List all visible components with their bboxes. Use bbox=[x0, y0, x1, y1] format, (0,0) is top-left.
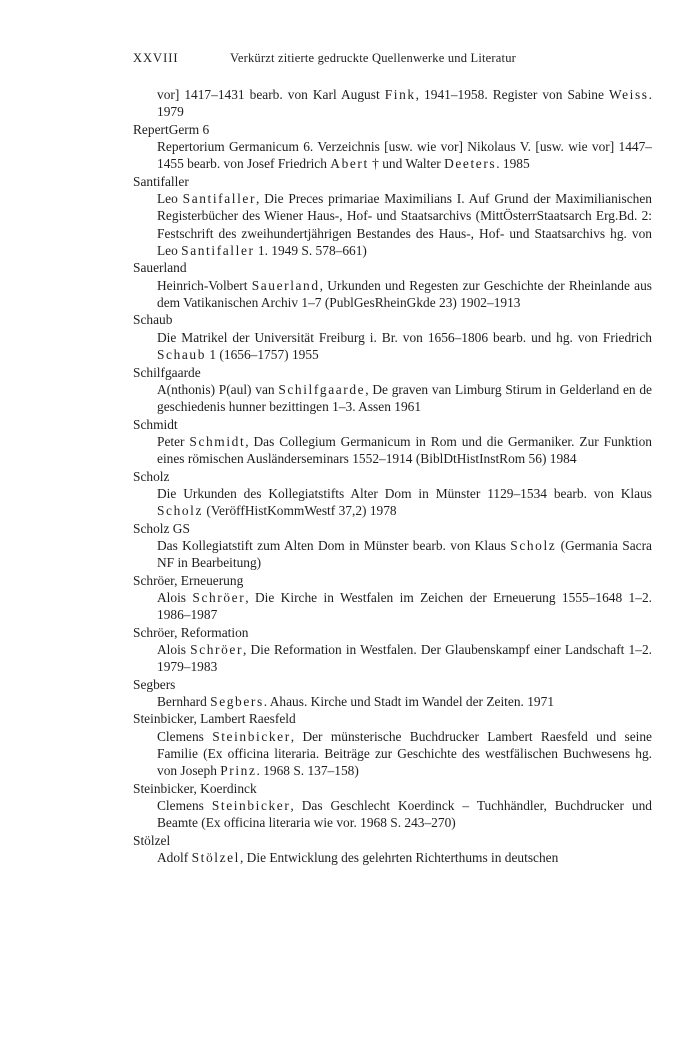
continued-reference bbox=[133, 86, 652, 121]
reference-text: Repertorium Germanicum 6. Verzeichnis [usw. wie vor] Nikolaus V. [usw. wie vor] 1447–1455 bearb. von Josef Friedrich bbox=[157, 139, 652, 172]
reference-text: . Ahaus. Kirche und Stadt im Wandel der Zeiten. 1971 bbox=[263, 694, 555, 710]
entry-key: Sauerland bbox=[133, 260, 187, 276]
entry-reference bbox=[133, 589, 652, 624]
entry-key: Steinbicker, Koerdinck bbox=[133, 780, 257, 796]
reference-text: A(nthonis) P(aul) van bbox=[157, 381, 279, 397]
reference-text: , Das Geschlecht Koerdinck – Tuchhändler, Buchdrucker und Beamte (Ex officina literaria wie vor. 1968 S. 243–270) bbox=[157, 798, 652, 831]
entry-reference bbox=[133, 849, 652, 866]
entry-reference bbox=[133, 485, 652, 520]
entry-reference bbox=[133, 641, 652, 676]
author-name: Sauerland bbox=[251, 277, 320, 293]
reference-text: Leo bbox=[157, 191, 183, 207]
bibliography-list bbox=[133, 86, 652, 866]
reference-text: . 1968 S. 137–158) bbox=[256, 763, 359, 779]
reference-text: Peter bbox=[157, 433, 190, 449]
reference-text: Das Kollegiatstift zum Alten Dom in Münster bearb. von Klaus bbox=[157, 537, 511, 553]
page-number: XXVIII bbox=[133, 51, 179, 65]
reference-text: , Das Collegium Germanicum in Rom und die Germaniker. Zur Funktion eines römischen Ausländerseminars 1552–1914 (BiblDtHistInstRom 56) 1984 bbox=[157, 433, 652, 467]
reference-text: , Der münsterische Buchdrucker Lambert Raesfeld und seine Familie (Ex officina literaria. Beiträge zur Geschichte des westfälischen Buchwesens hg. von Joseph bbox=[157, 728, 653, 779]
reference-text: , Die Preces primariae Maximilians I. Auf Grund der Maximilianischen Registerbücher des Wiener Haus-, Hof- und Staatsarchivs (MittÖsterrStaatsarch Erg.Bd. 2: Festschrift des zweihundertjährigen Bestandes des Haus-, Hof- und Staatsarchivs hg. von Leo bbox=[157, 191, 652, 259]
reference-text: Clemens bbox=[157, 798, 212, 814]
reference-text: vor] 1417–1431 bearb. von Karl August bbox=[157, 87, 385, 102]
author-name: Schilfgaarde bbox=[278, 381, 366, 397]
running-head bbox=[133, 51, 653, 66]
entry-reference bbox=[133, 728, 652, 780]
reference-text: , Die Entwicklung des gelehrten Richterthums in deutschen bbox=[239, 850, 559, 866]
entry-reference bbox=[133, 277, 652, 312]
author-name: Schröer bbox=[192, 589, 246, 605]
entry-key: Schmidt bbox=[133, 416, 178, 432]
entry-key: Santifaller bbox=[133, 173, 189, 189]
reference-text: . 1979 bbox=[157, 87, 652, 120]
author-name: Steinbicker bbox=[211, 798, 291, 814]
reference-text: Alois bbox=[157, 642, 191, 657]
author-name: Prinz bbox=[220, 763, 257, 779]
entry-key: Schröer, Reformation bbox=[133, 624, 249, 640]
author-name: Scholz bbox=[157, 503, 204, 519]
entry-key: Schaub bbox=[133, 312, 173, 328]
entry-reference bbox=[133, 190, 652, 259]
entry-key: Segbers bbox=[133, 676, 176, 692]
author-name: Schröer bbox=[190, 642, 244, 657]
author-name: Schmidt bbox=[189, 433, 246, 449]
reference-text: (VeröffHistKommWestf 37,2) 1978 bbox=[203, 503, 397, 519]
reference-text: Adolf bbox=[157, 850, 192, 866]
entry-key: Schilfgaarde bbox=[133, 364, 201, 380]
author-name: Schaub bbox=[157, 347, 207, 363]
reference-text: Heinrich-Volbert bbox=[157, 277, 252, 293]
reference-text: Bernhard bbox=[157, 694, 211, 710]
entry-reference bbox=[133, 138, 652, 173]
author-name: Santifaller bbox=[182, 191, 257, 207]
reference-text: , Die Kirche in Westfalen im Zeichen der Erneuerung 1555–1648 1–2. 1986–1987 bbox=[157, 589, 652, 623]
reference-text: , Die Reformation in Westfalen. Der Glaubenskampf einer Landschaft 1–2. 1979–1983 bbox=[157, 642, 652, 675]
reference-text: (Germania Sacra NF in Bearbeitung) bbox=[157, 537, 652, 571]
author-name: Stölzel bbox=[191, 850, 240, 866]
reference-text: . 1985 bbox=[496, 156, 530, 172]
running-title: Verkürzt zitierte gedruckte Quellenwerke und Literatur bbox=[230, 51, 517, 65]
reference-text: Alois bbox=[157, 589, 193, 605]
entry-reference bbox=[133, 537, 652, 572]
reference-text: Clemens bbox=[157, 728, 213, 744]
author-name: Steinbicker bbox=[212, 728, 291, 744]
entry-reference bbox=[133, 329, 652, 364]
entry-reference bbox=[133, 381, 652, 416]
entry-reference bbox=[133, 693, 652, 710]
entry-reference bbox=[133, 433, 652, 468]
author-name: Santifaller bbox=[181, 243, 255, 259]
entry-key: Stölzel bbox=[133, 832, 171, 848]
author-name: Fink bbox=[384, 87, 416, 102]
entry-key: Scholz bbox=[133, 468, 170, 484]
author-name: Abert bbox=[330, 156, 369, 172]
reference-text: , De graven van Limburg Stirum in Gelderland en de geschiedenis hunner bezittingen 1–3. Assen 1961 bbox=[157, 381, 652, 415]
entry-key: Scholz GS bbox=[133, 520, 190, 536]
entry-reference bbox=[133, 797, 652, 832]
reference-text: , 1941–1958. Register von Sabine bbox=[415, 87, 609, 102]
author-name: Weiss bbox=[608, 87, 649, 102]
reference-text: , Urkunden und Regesten zur Geschichte der Rheinlande aus dem Vatikanischen Archiv 1–7 (PublGesRheinGkde 23) 1902–1913 bbox=[157, 277, 652, 311]
author-name: Segbers bbox=[210, 694, 264, 710]
author-name: Deeters bbox=[444, 156, 497, 172]
reference-text: 1 (1656–1757) 1955 bbox=[206, 347, 319, 363]
reference-text: † und Walter bbox=[368, 156, 445, 172]
entry-key: RepertGerm 6 bbox=[133, 121, 210, 137]
reference-text: 1. 1949 S. 578–661) bbox=[254, 243, 367, 259]
entry-key: Steinbicker, Lambert Raesfeld bbox=[133, 711, 296, 727]
reference-text: Die Matrikel der Universität Freiburg i. Br. von 1656–1806 bearb. und hg. von Friedrich bbox=[157, 329, 652, 345]
reference-text: Die Urkunden des Kollegiatstifts Alter Dom in Münster 1129–1534 bearb. von Klaus bbox=[157, 485, 652, 501]
entry-key: Schröer, Erneuerung bbox=[133, 572, 244, 588]
author-name: Scholz bbox=[510, 537, 557, 553]
